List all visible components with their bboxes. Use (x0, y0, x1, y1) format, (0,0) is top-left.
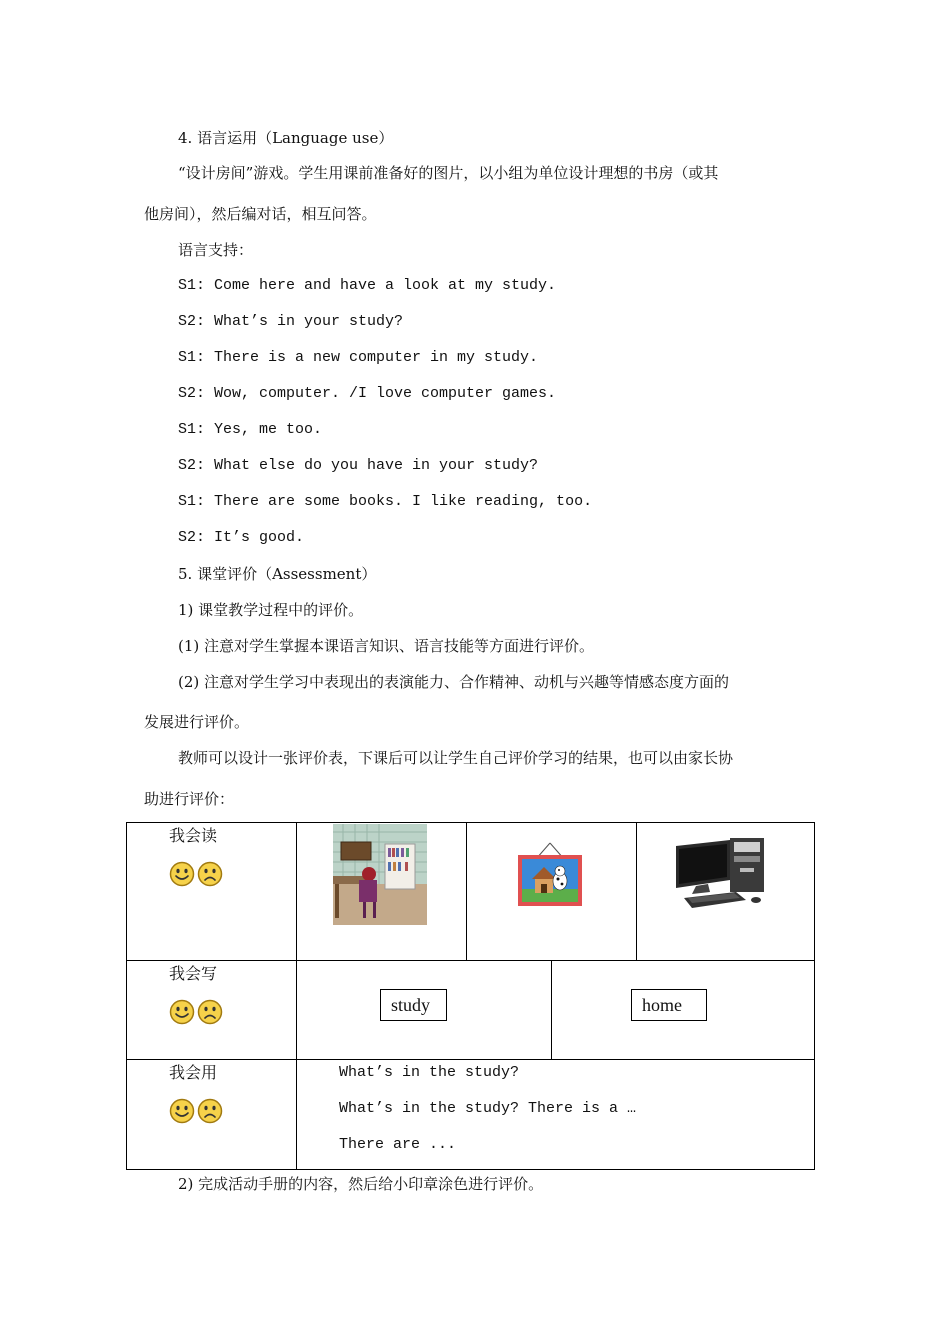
dialogue-line: S1: Yes, me too. (178, 421, 323, 438)
assessment-item-1: 1) 课堂教学过程中的评价。 (178, 601, 364, 619)
paragraph-line: “设计房间”游戏。学生用课前准备好的图片，以小组为单位设计理想的书房（或其 (178, 164, 719, 182)
row-label-use: 我会用 (169, 1063, 218, 1082)
table-divider (551, 960, 552, 1059)
rating-faces (169, 999, 223, 1025)
usage-sentence: There are ... (339, 1136, 457, 1153)
table-divider (466, 822, 467, 960)
language-support-label: 语言支持： (178, 241, 254, 259)
sad-face-icon (197, 861, 223, 887)
table-divider (126, 960, 815, 961)
rating-faces (169, 1098, 223, 1124)
dialogue-line: S1: There are some books. I like reading, too. (178, 493, 593, 510)
table-divider (636, 822, 637, 960)
section-4-heading: 4. 语言运用（Language use） (178, 129, 394, 147)
smiley-face-icon (169, 861, 195, 887)
assessment-sub-2: (2) 注意对学生学习中表现出的表演能力、合作精神、动机与兴趣等情感态度方面的 (178, 673, 730, 691)
word-box-study: study (380, 989, 447, 1021)
row-label-read: 我会读 (169, 826, 218, 845)
paragraph-line: 教师可以设计一张评价表，下课后可以让学生自己评价学习的结果，也可以由家长协 (178, 749, 734, 767)
usage-sentence: What’s in the study? (339, 1064, 520, 1081)
smiley-face-icon (169, 999, 195, 1025)
dog-picture-frame-icon (516, 841, 584, 908)
dialogue-line: S2: It’s good. (178, 529, 305, 546)
assessment-sub-1: (1) 注意对学生掌握本课语言知识、语言技能等方面进行评价。 (178, 637, 595, 655)
paragraph-line: 助进行评价： (144, 790, 235, 808)
study-room-icon (333, 824, 427, 925)
sad-face-icon (197, 999, 223, 1025)
paragraph-line: 他房间），然后编对话，相互问答。 (144, 205, 377, 223)
smiley-face-icon (169, 1098, 195, 1124)
dialogue-line: S2: What else do you have in your study? (178, 457, 539, 474)
assessment-item-2: 2) 完成活动手册的内容，然后给小印章涂色进行评价。 (178, 1175, 544, 1193)
dialogue-line: S2: What’s in your study? (178, 313, 404, 330)
table-divider (126, 1059, 815, 1060)
sad-face-icon (197, 1098, 223, 1124)
computer-icon (674, 836, 770, 912)
usage-sentence: What’s in the study? There is a … (339, 1100, 637, 1117)
dialogue-line: S2: Wow, computer. /I love computer games. (178, 385, 557, 402)
table-divider (296, 822, 297, 1170)
section-5-heading: 5. 课堂评价（Assessment） (178, 565, 377, 583)
row-label-write: 我会写 (169, 964, 218, 983)
dialogue-line: S1: There is a new computer in my study. (178, 349, 539, 366)
assessment-sub-2-cont: 发展进行评价。 (144, 713, 250, 731)
dialogue-line: S1: Come here and have a look at my study. (178, 277, 557, 294)
rating-faces (169, 861, 223, 887)
word-box-home: home (631, 989, 707, 1021)
